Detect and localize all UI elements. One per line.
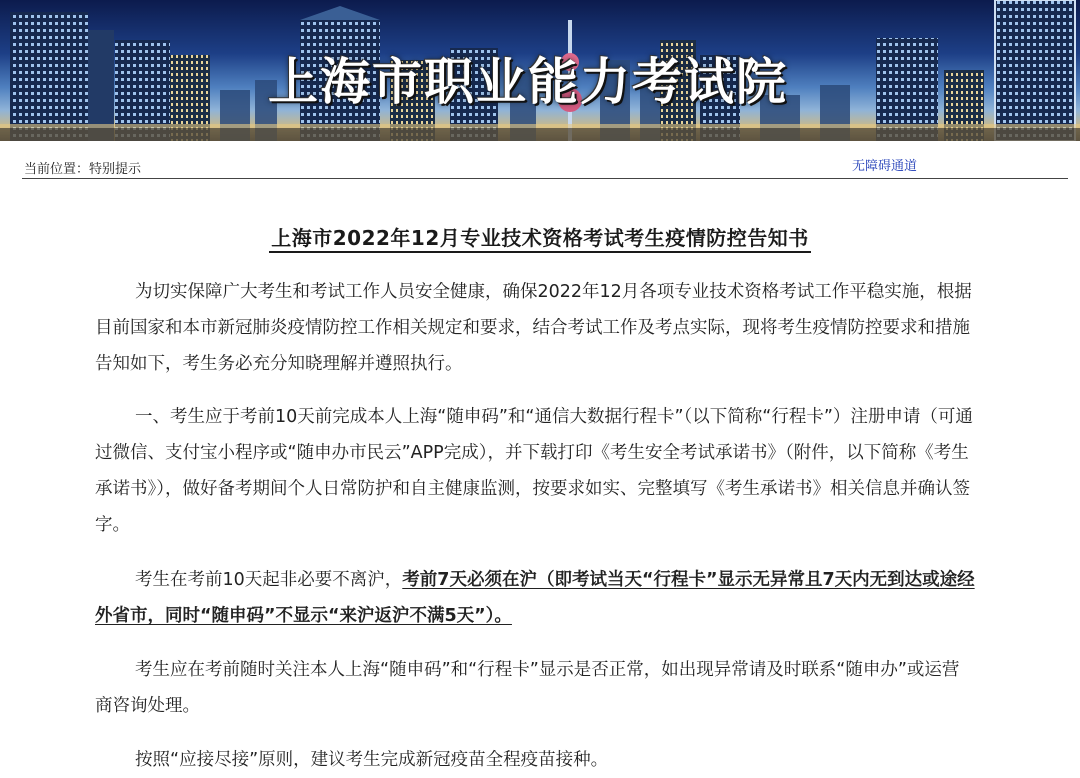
site-title: 上海市职业能力考试院	[268, 52, 788, 111]
breadcrumb: 当前位置：特别提示	[24, 161, 142, 176]
paragraph-health-code: 考生应在考前随时关注本人上海“随申码”和“行程卡”显示是否正常，如出现异常请及时联系“随申办”或运营商咨询处理。	[95, 660, 960, 716]
document-title-wrap	[0, 222, 1080, 251]
header-banner	[0, 0, 1080, 141]
paragraph-requirement-1: 一、考生应于考前10天前完成本人上海“随申码”和“通信大数据行程卡”（以下简称“行程卡”）注册申请（可通过微信、支付宝小程序或“随申办市民云”APP完成），并下载打印《考生安全考试承诺书》（附件，以下简称《考生承诺书》），做好备考期间个人日常防护和自主健康监测，按要求如实、完整填写《考生承诺书》相关信息并确认签字。	[95, 407, 973, 535]
paragraph-intro: 为切实保障广大考生和考试工作人员安全健康，确保2022年12月各项专业技术资格考试工作平稳实施，根据目前国家和本市新冠肺炎疫情防控工作相关规定和要求，结合考试工作及考点实际，现将考生疫情防控要求和措施告知如下，考生务必充分知晓理解并遵照执行。	[95, 282, 972, 374]
paragraph-vaccination: 按照“应接尽接”原则，建议考生完成新冠疫苗全程疫苗接种。	[135, 750, 609, 770]
paragraph-travel-rule	[95, 562, 975, 634]
location-bar	[22, 141, 1068, 179]
accessibility-channel-link[interactable]: 无障碍通道	[852, 158, 918, 173]
travel-rule-lead: 考生在考前10天起非必要不离沪，	[135, 570, 403, 590]
travel-rule-emphasis: 考前7天必须在沪（即考试当天“行程卡”显示无异常且7天内无到达或途经外省市，同时“随申码”不显示“来沪返沪不满5天”）。	[95, 570, 975, 626]
document-title: 上海市2022年12月专业技术资格考试考生疫情防控告知书	[269, 226, 811, 253]
